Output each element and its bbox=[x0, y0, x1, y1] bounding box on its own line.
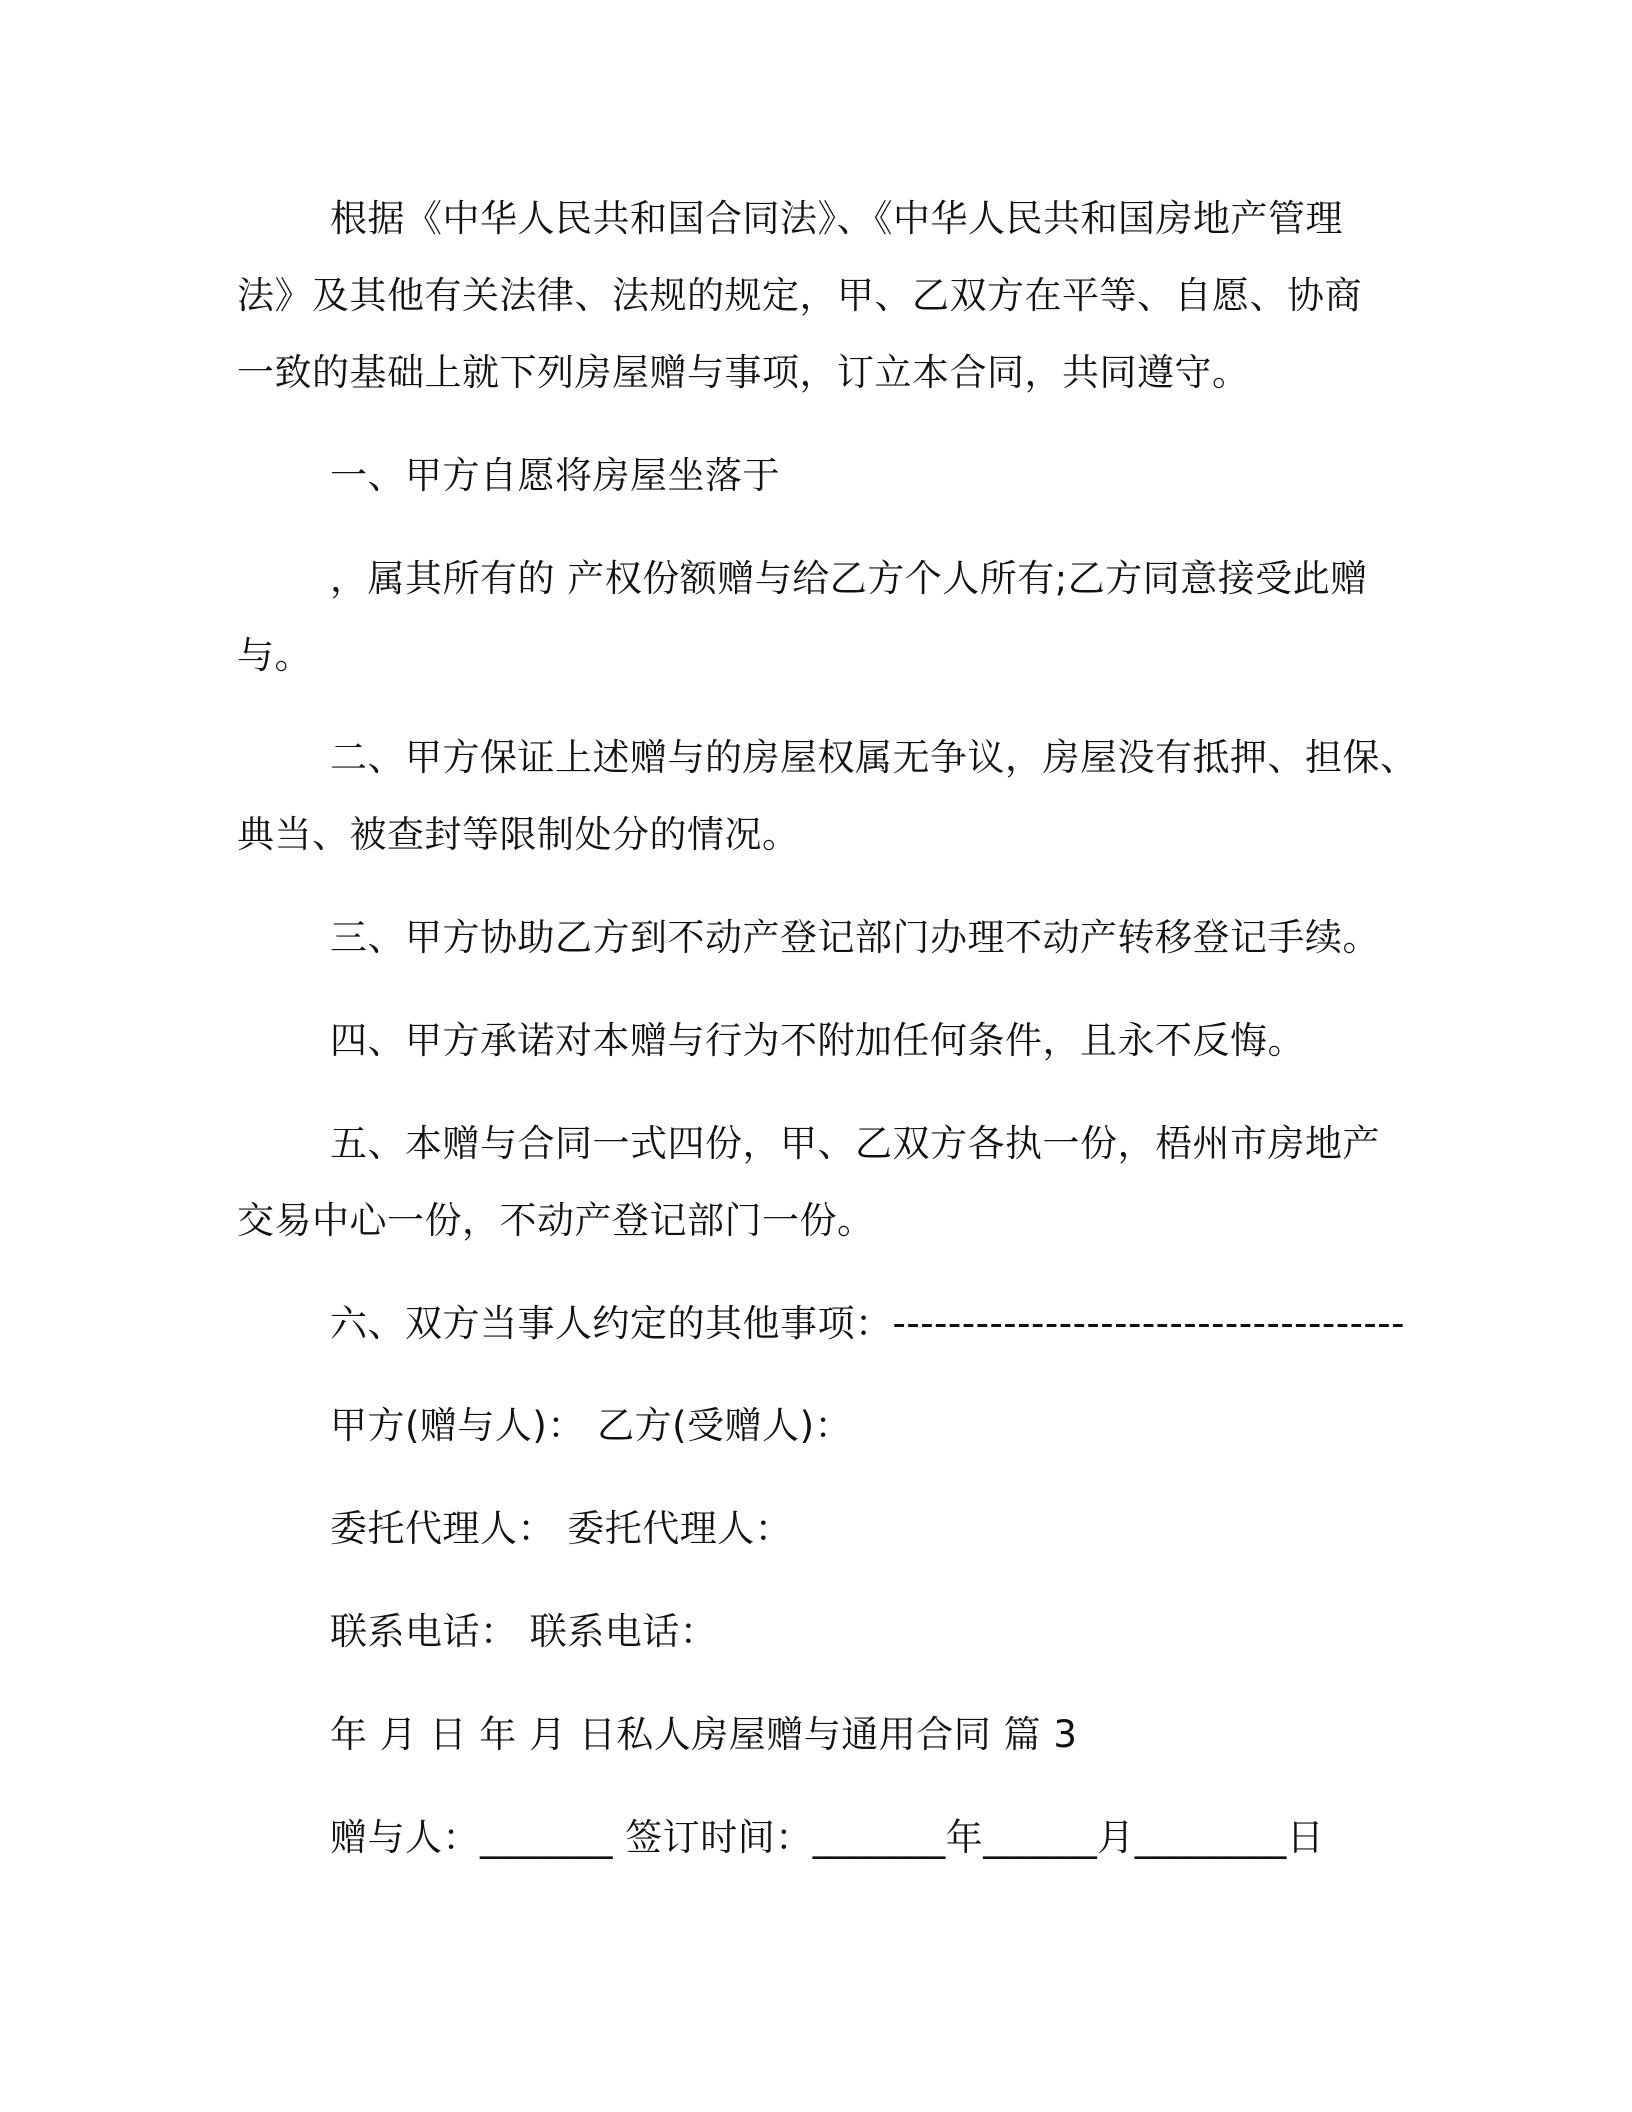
clause-5-line-2: 交易中心一份，不动产登记部门一份。 bbox=[237, 1199, 875, 1242]
paragraph-1-line-3: 一致的基础上就下列房屋赠与事项，订立本合同，共同遵守。 bbox=[237, 351, 1250, 394]
clause-2-line-1: 二、甲方保证上述赠与的房屋权属无争议，房屋没有抵押、担保、 bbox=[330, 736, 1418, 779]
donor-signing-date-line: 赠与人：_______ 签订时间：_______年______月________日 bbox=[330, 1816, 1325, 1859]
agent-labels: 委托代理人： 委托代理人： bbox=[330, 1507, 793, 1550]
clause-4-line-1: 四、甲方承诺对本赠与行为不附加任何条件，且永不反悔。 bbox=[330, 1019, 1305, 1062]
clause-2-line-2: 典当、被查封等限制处分的情况。 bbox=[237, 813, 800, 856]
clause-6-line-1: 六、双方当事人约定的其他事项：------------------------------------- bbox=[330, 1302, 1405, 1345]
clause-1-continuation-line-1: ，属其所有的 产权份额赠与给乙方个人所有;乙方同意接受此赠 bbox=[330, 557, 1368, 600]
phone-labels: 联系电话： 联系电话： bbox=[330, 1610, 718, 1653]
clause-1-line-1: 一、甲方自愿将房屋坐落于 bbox=[330, 454, 780, 497]
party-labels: 甲方(赠与人)： 乙方(受赠人)： bbox=[330, 1404, 853, 1447]
paragraph-1-line-2: 法》及其他有关法律、法规的规定，甲、乙双方在平等、自愿、协商 bbox=[237, 274, 1362, 317]
paragraph-1-line-1: 根据《中华人民共和国合同法》、《中华人民共和国房地产管理 bbox=[330, 197, 1343, 240]
clause-3-line-1: 三、甲方协助乙方到不动产登记部门办理不动产转移登记手续。 bbox=[330, 916, 1380, 959]
clause-5-line-1: 五、本赠与合同一式四份，甲、乙双方各执一份，梧州市房地产 bbox=[330, 1122, 1380, 1165]
date-and-next-contract-title: 年 月 日 年 月 日私人房屋赠与通用合同 篇 3 bbox=[330, 1713, 1078, 1756]
clause-1-continuation-line-2: 与。 bbox=[237, 634, 312, 677]
